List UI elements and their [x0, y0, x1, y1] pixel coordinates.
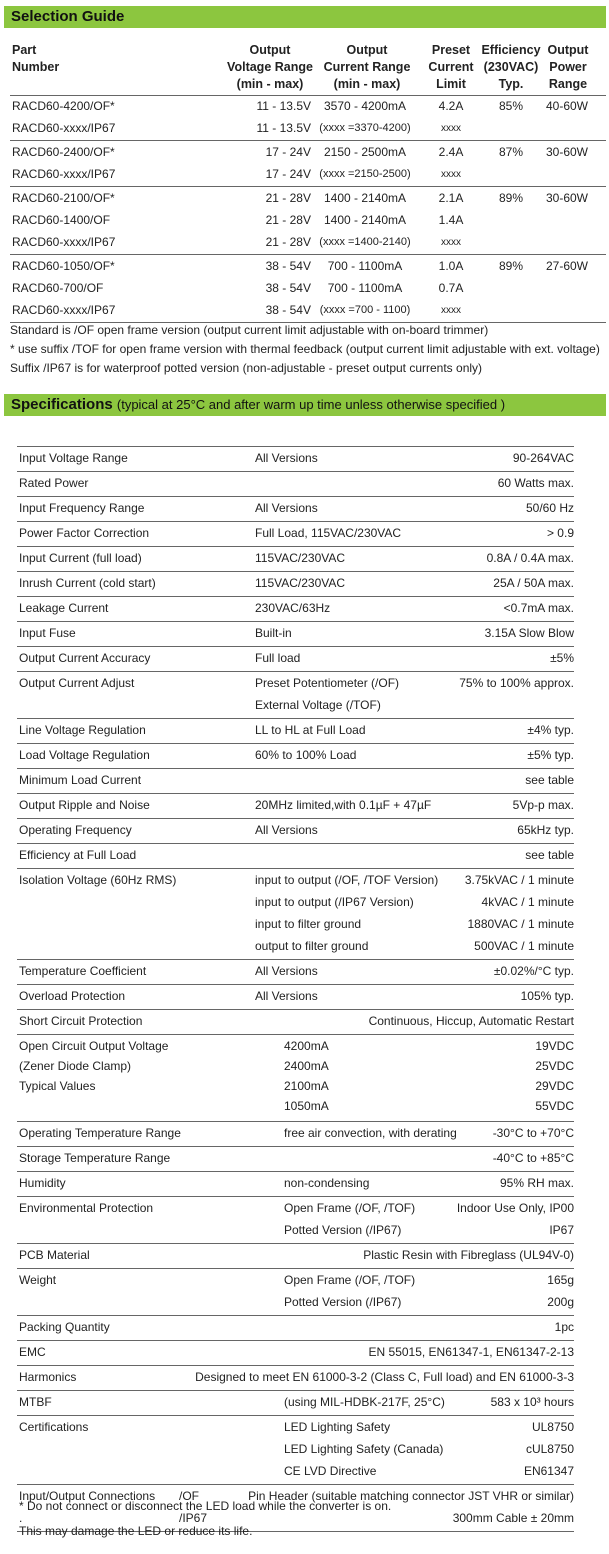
preset-current-cell: xxxx — [441, 169, 461, 180]
selection-note-3: Suffix /IP67 is for waterproof potted version (non-adjustable - preset output currents only) — [10, 361, 483, 375]
spec-parameter: Operating Frequency — [19, 823, 132, 837]
spec-condition: All Versions — [255, 989, 318, 1003]
spec-value: UL8750 — [531, 1420, 574, 1434]
spec-value: 583 x 10³ hours — [490, 1395, 574, 1409]
spec-row — [17, 769, 574, 793]
spec-value: 300mm Cable ± 20mm — [452, 1511, 574, 1525]
spec-value: ±4% typ. — [527, 723, 574, 737]
spec-parameter: Humidity — [19, 1176, 66, 1190]
current-range-cell: 1400 - 2140mA — [323, 213, 407, 227]
current-range-cell: (xxxx =3370-4200) — [319, 122, 411, 134]
col-header-current-line1: Output — [346, 43, 388, 57]
spec-parameter: PCB Material — [19, 1248, 90, 1262]
spec-value: cUL8750 — [525, 1442, 574, 1456]
part-number-cell: RACD60-xxxx/IP67 — [12, 235, 116, 249]
spec-condition: Potted Version (/IP67) — [284, 1295, 402, 1309]
efficiency-cell: 89% — [498, 259, 524, 273]
part-number-cell: RACD60-xxxx/IP67 — [12, 303, 116, 317]
spec-row — [17, 672, 574, 718]
voltage-range-cell: 21 - 28V — [265, 213, 311, 227]
selection-note-1: Standard is /OF open frame version (output current limit adjustable with on-board trimmer) — [10, 323, 489, 337]
spec-row — [17, 819, 574, 843]
spec-condition: All Versions — [255, 501, 318, 515]
spec-parameter: Input Fuse — [19, 626, 76, 640]
spec-value: -30°C to +70°C — [492, 1126, 574, 1140]
spec-row — [17, 1197, 574, 1243]
spec-row — [17, 794, 574, 818]
spec-condition: 230VAC/63Hz — [255, 601, 331, 615]
spec-row — [17, 1172, 574, 1196]
spec-parameter: EMC — [19, 1345, 46, 1359]
spec-row — [17, 522, 574, 546]
spec-row — [17, 1366, 574, 1390]
spec-value: 500VAC / 1 minute — [474, 939, 574, 953]
spec-condition: input to output (/IP67 Version) — [255, 895, 414, 909]
spec-value: > 0.9 — [546, 526, 574, 540]
selection-guide-title: Selection Guide — [11, 8, 125, 25]
spec-row — [17, 622, 574, 646]
spec-value: 60 Watts max. — [497, 476, 574, 490]
spec-value: Pin Header (suitable matching connector JST VHR or similar) — [248, 1489, 574, 1503]
group-divider — [10, 254, 606, 255]
spec-value: see table — [525, 773, 574, 787]
selection-note-2: * use suffix /TOF for open frame version with thermal feedback (output current limit adjustable with ext. voltage) — [10, 342, 600, 356]
table-row — [10, 142, 606, 164]
voltage-range-cell: 17 - 24V — [265, 167, 311, 181]
spec-parameter: Open Circuit Output Voltage — [19, 1039, 169, 1053]
spec-condition: LL to HL at Full Load — [255, 723, 366, 737]
preset-current-cell: 4.2A — [438, 99, 464, 113]
power-range-cell: 30-60W — [545, 191, 589, 205]
spec-value: see table — [525, 848, 574, 862]
voltage-range-cell: 21 - 28V — [265, 191, 311, 205]
spec-condition: LED Lighting Safety (Canada) — [284, 1442, 444, 1456]
voltage-range-cell: 38 - 54V — [265, 303, 311, 317]
col-header-voltage-line1: Output — [249, 43, 291, 57]
part-number-cell: RACD60-xxxx/IP67 — [12, 121, 116, 135]
spec-value: 55VDC — [535, 1099, 574, 1113]
spec-parameter: Temperature Coefficient — [19, 964, 147, 978]
spec-row — [17, 869, 574, 959]
col-header-preset-line3: Limit — [436, 77, 466, 91]
spec-parameter: Packing Quantity — [19, 1320, 110, 1334]
spec-parameter: Efficiency at Full Load — [19, 848, 137, 862]
spec-row — [17, 572, 574, 596]
spec-condition: Full load — [255, 651, 301, 665]
current-range-cell: 700 - 1100mA — [327, 281, 403, 295]
spec-parameter: Overload Protection — [19, 989, 126, 1003]
specifications-subtitle: (typical at 25°C and after warm up time unless otherwise specified ) — [116, 397, 506, 412]
spec-value: 3.75kVAC / 1 minute — [464, 873, 574, 887]
selection-guide-header-bar — [4, 6, 606, 28]
table-row — [10, 164, 606, 186]
voltage-range-cell: 38 - 54V — [265, 259, 311, 273]
footnote-1: * Do not connect or disconnect the LED load while the converter is on. — [19, 1499, 392, 1513]
current-range-cell: 2150 - 2500mA — [323, 145, 407, 159]
spec-value: Plastic Resin with Fibreglass (UL94V-0) — [363, 1248, 574, 1262]
spec-row — [17, 1269, 574, 1315]
spec-condition: Preset Potentiometer (/OF) — [255, 676, 400, 690]
spec-condition: 4200mA — [284, 1039, 329, 1053]
spec-value: Indoor Use Only, IP00 — [456, 1201, 574, 1215]
spec-parameter: Storage Temperature Range — [19, 1151, 171, 1165]
col-header-part-line2: Number — [12, 60, 60, 74]
spec-value: IP67 — [549, 1223, 574, 1237]
spec-parameter: Output Ripple and Noise — [19, 798, 150, 812]
spec-parameter: Power Factor Correction — [19, 526, 150, 540]
efficiency-cell: 87% — [498, 145, 524, 159]
spec-row — [17, 1341, 574, 1365]
part-number-cell: RACD60-xxxx/IP67 — [12, 167, 116, 181]
spec-row — [17, 497, 574, 521]
power-range-cell: 30-60W — [545, 145, 589, 159]
spec-value: 0.8A / 0.4A max. — [486, 551, 574, 565]
part-number-cell: RACD60-2400/OF* — [12, 145, 115, 159]
spec-parameter: Minimum Load Current — [19, 773, 142, 787]
spec-row — [17, 647, 574, 671]
col-header-preset-line2: Current — [428, 60, 474, 74]
spec-row — [17, 960, 574, 984]
power-range-cell: 40-60W — [545, 99, 589, 113]
part-number-cell: RACD60-2100/OF* — [12, 191, 115, 205]
spec-parameter: Short Circuit Protection — [19, 1014, 143, 1028]
preset-current-cell: xxxx — [441, 123, 461, 134]
spec-value: -40°C to +85°C — [492, 1151, 574, 1165]
efficiency-cell: 89% — [498, 191, 524, 205]
current-range-cell: (xxxx =700 - 1100) — [319, 304, 411, 316]
current-range-cell: (xxxx =1400-2140) — [319, 236, 411, 248]
spec-condition: All Versions — [255, 964, 318, 978]
col-header-current-line2: Current Range — [323, 60, 411, 74]
current-range-cell: 3570 - 4200mA — [323, 99, 407, 113]
spec-row — [17, 1122, 574, 1146]
specifications-header-bar — [4, 394, 606, 416]
voltage-range-cell: 11 - 13.5V — [256, 121, 311, 135]
col-header-preset-line1: Preset — [431, 43, 471, 57]
table-row — [10, 278, 606, 300]
footnote-2: This may damage the LED or reduce its life. — [19, 1524, 253, 1538]
voltage-range-cell: 17 - 24V — [265, 145, 311, 159]
spec-value: 165g — [547, 1273, 574, 1287]
part-number-cell: RACD60-4200/OF* — [12, 99, 115, 113]
part-number-cell: RACD60-1400/OF — [12, 213, 111, 227]
table-row — [10, 118, 606, 140]
table-row — [10, 256, 606, 278]
spec-condition: External Voltage (/TOF) — [255, 698, 381, 712]
spec-parameter: Input Current (full load) — [19, 551, 142, 565]
table-row — [10, 188, 606, 210]
spec-value: 200g — [547, 1295, 574, 1309]
spec-condition: 20MHz limited,with 0.1µF + 47µF — [255, 798, 432, 812]
spec-row — [17, 844, 574, 868]
selection-guide-column-headers — [10, 42, 606, 94]
spec-condition: output to filter ground — [255, 939, 369, 953]
part-number-cell: RACD60-1050/OF* — [12, 259, 115, 273]
spec-condition: input to output (/OF, /TOF Version) — [255, 873, 439, 887]
spec-parameter: Typical Values — [19, 1079, 96, 1093]
spec-parameter: Input/Output Connections — [19, 1489, 156, 1503]
spec-parameter: Weight — [19, 1273, 57, 1287]
spec-condition: Full Load, 115VAC/230VAC — [255, 526, 402, 540]
col-header-efficiency-line1: Efficiency — [481, 43, 541, 57]
specifications-title: Specifications — [11, 396, 113, 413]
spec-value: 65kHz typ. — [517, 823, 574, 837]
spec-parameter: Leakage Current — [19, 601, 109, 615]
spec-value: 3.15A Slow Blow — [484, 626, 574, 640]
current-range-cell: 700 - 1100mA — [327, 259, 403, 273]
spec-condition: Open Frame (/OF, /TOF) — [284, 1201, 416, 1215]
spec-value: 29VDC — [535, 1079, 574, 1093]
spec-parameter-cont: . — [19, 1511, 23, 1525]
spec-condition: Built-in — [255, 626, 292, 640]
group-divider — [10, 186, 606, 187]
preset-current-cell: 0.7A — [438, 281, 464, 295]
col-header-power — [542, 42, 594, 93]
spec-condition: All Versions — [255, 823, 318, 837]
group-divider — [10, 140, 606, 141]
spec-parameter: Input Voltage Range — [19, 451, 128, 465]
spec-row — [17, 1147, 574, 1171]
spec-parameter: Inrush Current (cold start) — [19, 576, 156, 590]
spec-value: ±0.02%/°C typ. — [493, 964, 574, 978]
col-header-power-line3: Range — [548, 77, 588, 91]
spec-condition: 115VAC/230VAC — [255, 551, 346, 565]
spec-value: Designed to meet EN 61000-3-2 (Class C, Full load) and EN 61000-3-3 — [195, 1370, 574, 1384]
col-header-efficiency-line2: (230VAC) — [483, 60, 539, 74]
spec-condition: Open Frame (/OF, /TOF) — [284, 1273, 416, 1287]
spec-row — [17, 719, 574, 743]
spec-value: ±5% typ. — [527, 748, 574, 762]
col-header-voltage-line3: (min - max) — [236, 77, 304, 91]
spec-parameter: Environmental Protection — [19, 1201, 154, 1215]
table-row — [10, 96, 606, 118]
spec-value: EN 55015, EN61347-1, EN61347-2-13 — [368, 1345, 574, 1359]
spec-subversion: /IP67 — [179, 1511, 208, 1525]
spec-value: 75% to 100% approx. — [459, 676, 574, 690]
spec-parameter: (Zener Diode Clamp) — [19, 1059, 132, 1073]
spec-condition: non-condensing — [284, 1176, 370, 1190]
spec-value: 105% typ. — [520, 989, 574, 1003]
spec-condition: input to filter ground — [255, 917, 362, 931]
spec-parameter: MTBF — [19, 1395, 52, 1409]
spec-row — [17, 1391, 574, 1415]
spec-row — [17, 1244, 574, 1268]
spec-row — [17, 597, 574, 621]
spec-parameter: Operating Temperature Range — [19, 1126, 181, 1140]
specifications-title-wrap — [11, 396, 505, 413]
col-header-efficiency — [480, 42, 542, 93]
spec-condition: free air convection, with derating — [284, 1126, 457, 1140]
spec-value: Continuous, Hiccup, Automatic Restart — [368, 1014, 574, 1028]
spec-condition: 60% to 100% Load — [255, 748, 357, 762]
spec-parameter: Line Voltage Regulation — [19, 723, 146, 737]
col-header-part — [12, 42, 59, 76]
spec-parameter: Isolation Voltage (60Hz RMS) — [19, 873, 177, 887]
spec-row — [17, 985, 574, 1009]
power-range-cell: 27-60W — [545, 259, 589, 273]
spec-value: 1pc — [554, 1320, 574, 1334]
spec-condition: 115VAC/230VAC — [255, 576, 346, 590]
voltage-range-cell: 38 - 54V — [265, 281, 311, 295]
spec-value: 5Vp-p max. — [512, 798, 574, 812]
spec-condition: 2100mA — [284, 1079, 329, 1093]
col-header-power-line2: Power — [549, 60, 587, 74]
table-row — [10, 232, 606, 254]
spec-value: 95% RH max. — [499, 1176, 574, 1190]
col-header-current-line3: (min - max) — [333, 77, 401, 91]
spec-condition: All Versions — [255, 451, 318, 465]
col-header-part-line1: Part — [12, 43, 37, 57]
spec-row — [17, 1416, 574, 1484]
col-header-efficiency-line3: Typ. — [498, 77, 524, 91]
spec-parameter: Certifications — [19, 1420, 89, 1434]
preset-current-cell: 2.1A — [438, 191, 464, 205]
spec-value: EN61347 — [523, 1464, 574, 1478]
preset-current-cell: 2.4A — [438, 145, 464, 159]
spec-row — [17, 547, 574, 571]
spec-value: 50/60 Hz — [525, 501, 574, 515]
spec-value: 19VDC — [535, 1039, 574, 1053]
spec-condition: (using MIL-HDBK-217F, 25°C) — [284, 1395, 445, 1409]
spec-condition: Potted Version (/IP67) — [284, 1223, 402, 1237]
preset-current-cell: xxxx — [441, 237, 461, 248]
spec-parameter: Rated Power — [19, 476, 89, 490]
spec-condition: 2400mA — [284, 1059, 329, 1073]
col-header-voltage — [218, 42, 322, 93]
spec-parameter: Output Current Accuracy — [19, 651, 151, 665]
efficiency-cell: 85% — [498, 99, 524, 113]
spec-value: ±5% — [550, 651, 574, 665]
spec-row — [17, 1035, 574, 1121]
spec-value: 1880VAC / 1 minute — [467, 917, 574, 931]
spec-condition: 1050mA — [284, 1099, 329, 1113]
col-header-power-line1: Output — [547, 43, 589, 57]
voltage-range-cell: 21 - 28V — [265, 235, 311, 249]
spec-row — [17, 447, 574, 471]
preset-current-cell: 1.0A — [438, 259, 464, 273]
col-header-current — [317, 42, 417, 93]
spec-row — [17, 1010, 574, 1034]
spec-condition: LED Lighting Safety — [284, 1420, 391, 1434]
spec-parameter: Input Frequency Range — [19, 501, 145, 515]
current-range-cell: (xxxx =2150-2500) — [319, 168, 411, 180]
current-range-cell: 1400 - 2140mA — [323, 191, 407, 205]
col-header-preset — [424, 42, 478, 93]
spec-row — [17, 472, 574, 496]
col-header-voltage-line2: Voltage Range — [227, 60, 313, 74]
voltage-range-cell: 11 - 13.5V — [256, 99, 311, 113]
preset-current-cell: 1.4A — [438, 213, 464, 227]
spec-value: 90-264VAC — [512, 451, 574, 465]
spec-value: 4kVAC / 1 minute — [481, 895, 574, 909]
spec-condition: CE LVD Directive — [284, 1464, 377, 1478]
spec-value: 25VDC — [535, 1059, 574, 1073]
spec-value: <0.7mA max. — [503, 601, 574, 615]
table-row — [10, 300, 606, 322]
preset-current-cell: xxxx — [441, 305, 461, 316]
spec-row — [17, 744, 574, 768]
part-number-cell: RACD60-700/OF — [12, 281, 104, 295]
spec-subversion: /OF — [179, 1489, 199, 1503]
spec-parameter: Load Voltage Regulation — [19, 748, 150, 762]
table-row — [10, 210, 606, 232]
spec-parameter: Harmonics — [19, 1370, 77, 1384]
spec-value: 25A / 50A max. — [493, 576, 574, 590]
spec-row — [17, 1316, 574, 1340]
spec-parameter: Output Current Adjust — [19, 676, 135, 690]
